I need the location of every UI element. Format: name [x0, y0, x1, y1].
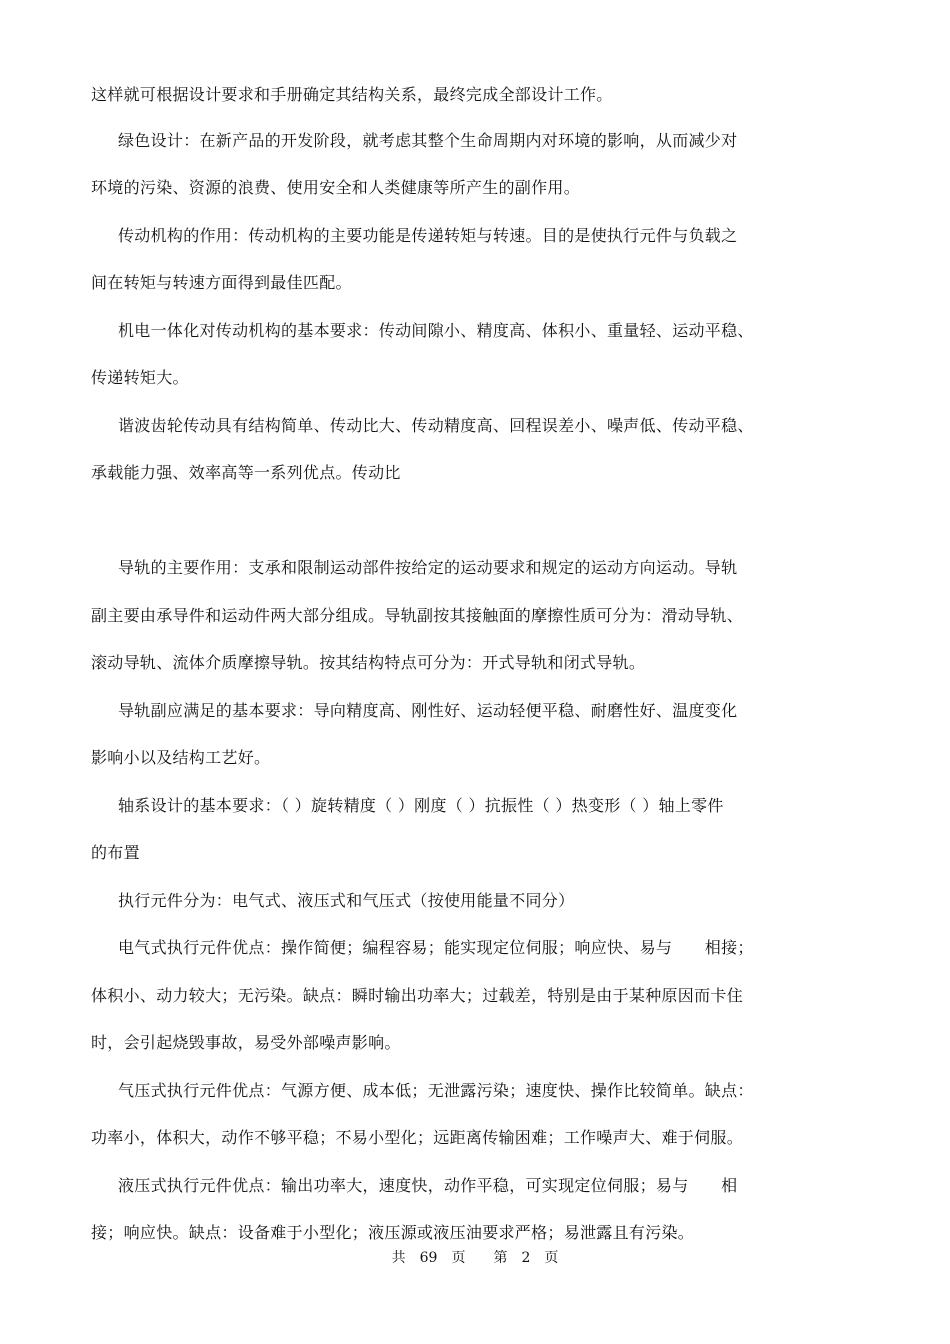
paragraph-green-design: 绿色设计：在新产品的开发阶段，就考虑其整个生命周期内对环境的影响，从而减少对 [118, 131, 738, 150]
text-line: 时，会引起烧毁事故，易受外部噪声影响。 [91, 1033, 401, 1052]
text-line: 环境的污染、资源的浪费、使用安全和人类健康等所产生的副作用。 [91, 178, 581, 197]
text-line: 传递转矩大。 [91, 368, 189, 387]
paragraph-guide-rail-requirements: 导轨副应满足的基本要求：导向精度高、刚性好、运动轻便平稳、耐磨性好、温度变化 [118, 701, 738, 720]
paragraph-transmission-role: 传动机构的作用：传动机构的主要功能是传递转矩与转速。目的是使执行元件与负载之 [118, 226, 738, 245]
text-line: 滚动导轨、流体介质摩擦导轨。按其结构特点可分为：开式导轨和闭式导轨。 [91, 653, 646, 672]
text-line: 间在转矩与转速方面得到最佳匹配。 [91, 273, 352, 292]
paragraph-actuator-types: 执行元件分为：电气式、液压式和气压式（按使用能量不同分） [118, 891, 575, 910]
text-line: 体积小、动力较大；无污染。缺点：瞬时输出功率大；过载差，特别是由于某种原因而卡住 [91, 986, 744, 1005]
text-line: 接；响应快。缺点：设备难于小型化；液压源或液压油要求严格；易泄露且有污染。 [91, 1223, 695, 1242]
paragraph-guide-rail-role: 导轨的主要作用：支承和限制运动部件按给定的运动要求和规定的运动方向运动。导轨 [118, 558, 738, 577]
paragraph-hydraulic-actuator: 液压式执行元件优点：输出功率大，速度快，动作平稳，可实现定位伺服；易与 相 [118, 1176, 738, 1195]
text-line: 副主要由承导件和运动件两大部分组成。导轨副按其接触面的摩擦性质可分为：滑动导轨、 [91, 606, 744, 625]
paragraph-shaft-design: 轴系设计的基本要求：（ ）旋转精度（ ）刚度（ ）抗振性（ ）热变形（ ）轴上零件 [118, 796, 724, 815]
page-footer: 共 69 页 第 2 页 [391, 1250, 559, 1266]
paragraph-harmonic-gear: 谐波齿轮传动具有结构简单、传动比大、传动精度高、回程误差小、噪声低、传动平稳、 [118, 416, 754, 435]
text-line: 承载能力强、效率高等一系列优点。传动比 [91, 463, 401, 482]
text-line: 影响小以及结构工艺好。 [91, 748, 271, 767]
paragraph-transmission-requirements: 机电一体化对传动机构的基本要求：传动间隙小、精度高、体积小、重量轻、运动平稳、 [118, 321, 754, 340]
paragraph-electric-actuator: 电气式执行元件优点：操作简便；编程容易；能实现定位伺服；响应快、易与 相接； [118, 938, 754, 957]
text-line: 功率小，体积大，动作不够平稳；不易小型化；远距离传输困难；工作噪声大、难于伺服。 [91, 1128, 744, 1147]
text-line: 这样就可根据设计要求和手册确定其结构关系，最终完成全部设计工作。 [91, 85, 613, 104]
paragraph-pneumatic-actuator: 气压式执行元件优点：气源方便、成本低；无泄露污染；速度快、操作比较简单。缺点： [118, 1081, 754, 1100]
text-line: 的布置 [91, 843, 140, 862]
